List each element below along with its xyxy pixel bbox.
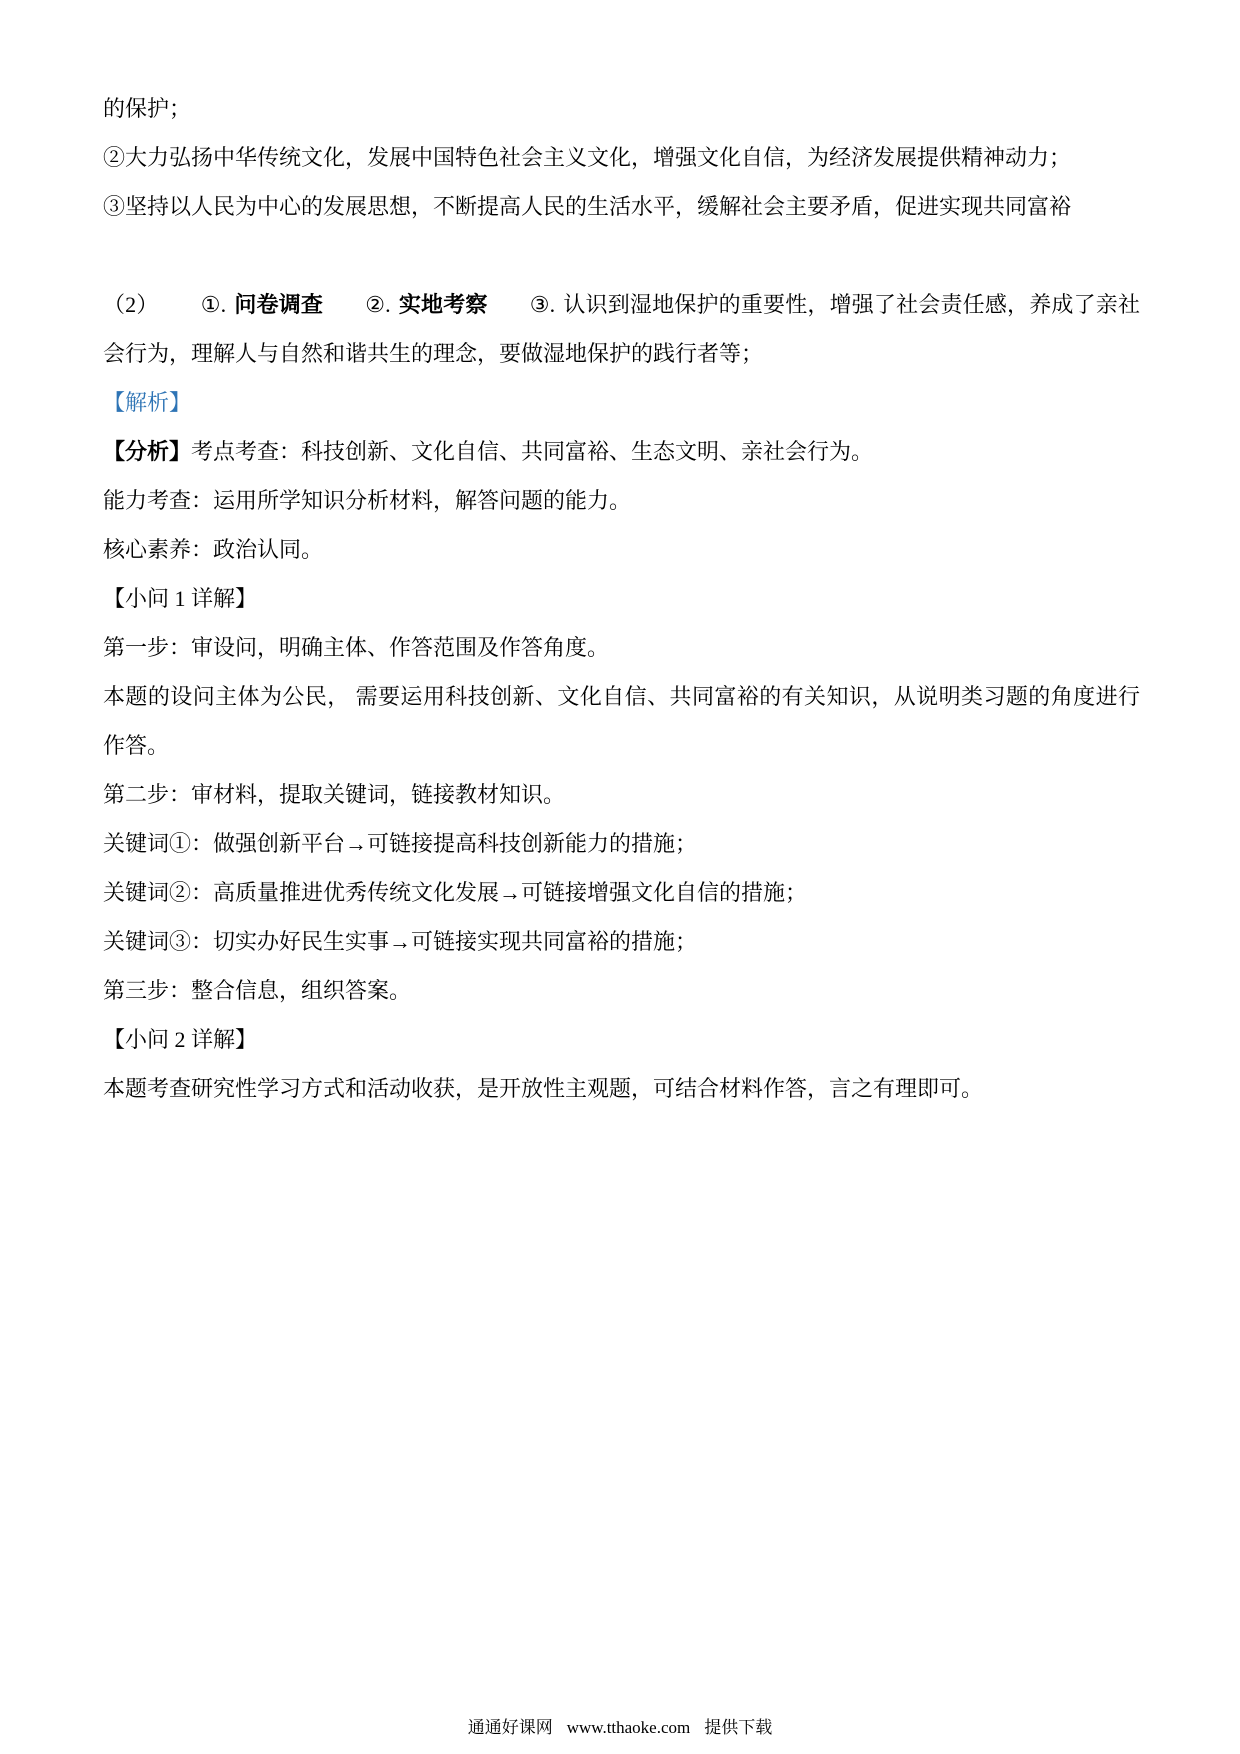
document-body — [103, 84, 1140, 1113]
answer1-point-2: ②大力弘扬中华传统文化，发展中国特色社会主义文化，增强文化自信，为经济发展提供精神动力； — [103, 145, 1072, 170]
answer2-item1-label: 问卷调查 — [234, 292, 324, 317]
step-3-line: 第三步：整合信息，组织答案。 — [103, 978, 412, 1003]
analysis-label-text: 考点考查：科技创新、文化自信、共同富裕、生态文明、亲社会行为。 — [191, 439, 874, 464]
analysis-line-core-literacy: 核心素养：政治认同。 — [103, 537, 324, 562]
answer2-item2-label: 实地考察 — [398, 292, 488, 317]
analysis-header-label: 【解析】 — [103, 390, 192, 415]
answer2-item3-text: 认识到湿地保护的重要性，增强了社会责任感，养成了亲社会行为，理解人与自然和谐共生的理念，要做湿地保护的践行者等； — [103, 292, 1140, 366]
answer2-item3-marker: ③. — [529, 292, 556, 317]
answer2-item1-marker: ①. — [200, 292, 227, 317]
subquestion-2-header: 【小问 2 详解】 — [103, 1027, 258, 1052]
step-1-detail: 本题的设问主体为公民， 需要运用科技创新、文化自信、共同富裕的有关知识，从说明类习题的角度进行作答。 — [103, 684, 1140, 758]
answer1-point-3: ③坚持以人民为中心的发展思想，不断提高人民的生活水平，缓解社会主要矛盾，促进实现共同富裕 — [103, 194, 1072, 219]
analysis-label: 【分析】 — [103, 439, 192, 464]
answer2-line — [103, 280, 1140, 378]
keyword-1-line: 关键词①：做强创新平台→可链接提高科技创新能力的措施； — [103, 831, 698, 856]
page-footer — [0, 1713, 1240, 1738]
answer2-prefix: （2） — [103, 292, 159, 317]
analysis-header — [103, 378, 1140, 427]
analysis-summary-line — [103, 427, 1140, 476]
answer1-continuation-line: 的保护； — [103, 96, 192, 121]
blank-line — [103, 231, 1140, 280]
keyword-3-line: 关键词③：切实办好民生实事→可链接实现共同富裕的措施； — [103, 929, 698, 954]
analysis-line-ability: 能力考查：运用所学知识分析材料，解答问题的能力。 — [103, 488, 632, 513]
footer-site-name: 通通好课网 — [467, 1718, 553, 1737]
answer2-item2-marker: ②. — [365, 292, 391, 317]
subquestion-2-detail: 本题考查研究性学习方式和活动收获，是开放性主观题，可结合材料作答，言之有理即可。 — [103, 1076, 984, 1101]
step-2-line: 第二步：审材料，提取关键词，链接教材知识。 — [103, 782, 566, 807]
step-1-line: 第一步：审设问，明确主体、作答范围及作答角度。 — [103, 635, 610, 660]
footer-suffix: 提供下载 — [704, 1718, 773, 1737]
keyword-2-line: 关键词②：高质量推进优秀传统文化发展→可链接增强文化自信的措施； — [103, 880, 808, 905]
footer-url: www.tthaoke.com — [566, 1718, 691, 1737]
subquestion-1-header: 【小问 1 详解】 — [103, 586, 258, 611]
